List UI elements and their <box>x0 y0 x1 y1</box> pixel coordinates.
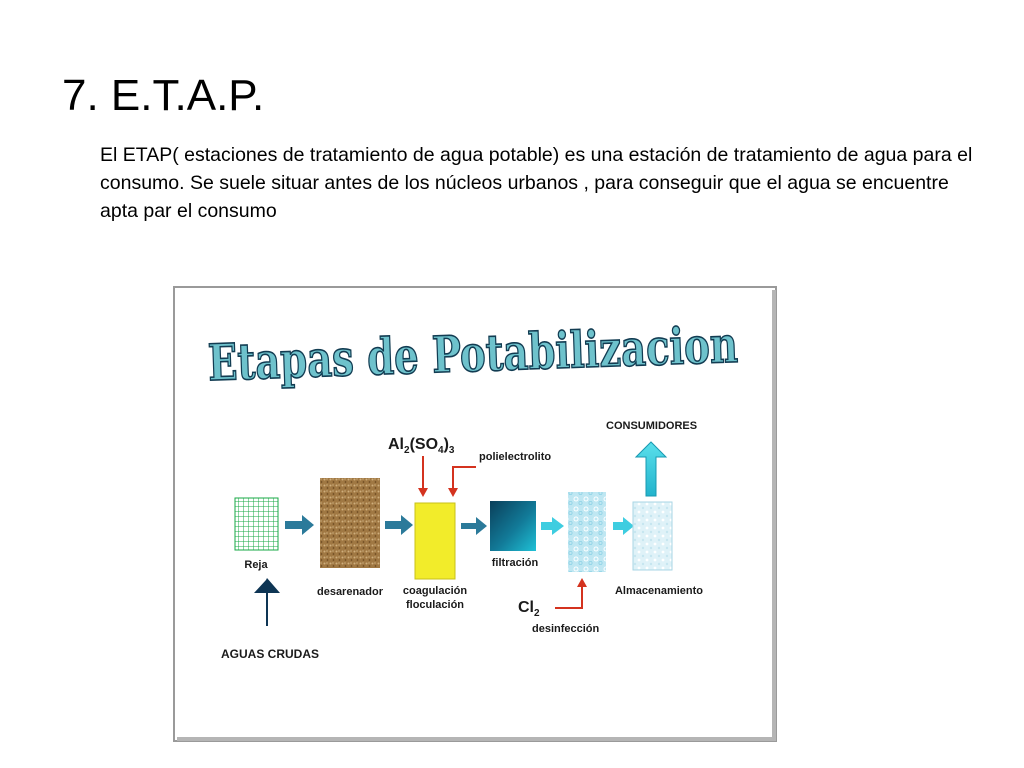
reja-icon <box>235 498 278 550</box>
coagulacion-label-2: floculación <box>405 599 465 611</box>
desinfeccion-icon <box>568 492 606 572</box>
aguas-crudas-label: AGUAS CRUDAS <box>221 647 320 661</box>
almacenamiento-label: Almacenamiento <box>614 585 704 597</box>
filtracion-icon <box>490 501 536 551</box>
desarenador-icon <box>320 478 380 568</box>
diagram-heading: Etapas de Potabilizacion <box>207 309 897 393</box>
aluminum-sulfate-formula: $Al_2(SO_4)_3$ <box>388 436 455 456</box>
coagulacion-label-1: coagulación <box>402 585 468 597</box>
desinfeccion-label: desinfección <box>532 623 600 635</box>
slide-paragraph: El ETAP( estaciones de tratamiento de agua potable) es una estación de tratamiento de agua para el consumo. Se suele situar antes de los núcleos urbanos , para conseguir que el agua se encuentre apta par el consumo <box>100 144 973 222</box>
coagulacion-icon <box>415 503 455 579</box>
filtracion-label: filtración <box>491 557 539 569</box>
desarenador-label: desarenador <box>316 586 384 598</box>
polielectrolito-label: polielectrolito <box>479 451 552 463</box>
potabilization-diagram <box>173 286 897 742</box>
slide-title: 7. E.T.A.P. <box>62 71 265 120</box>
chlorine-formula: $Cl_2$ <box>518 599 540 619</box>
almacenamiento-icon <box>633 502 672 570</box>
reja-label: Reja <box>244 559 268 571</box>
consumidores-label: CONSUMIDORES <box>606 420 698 432</box>
